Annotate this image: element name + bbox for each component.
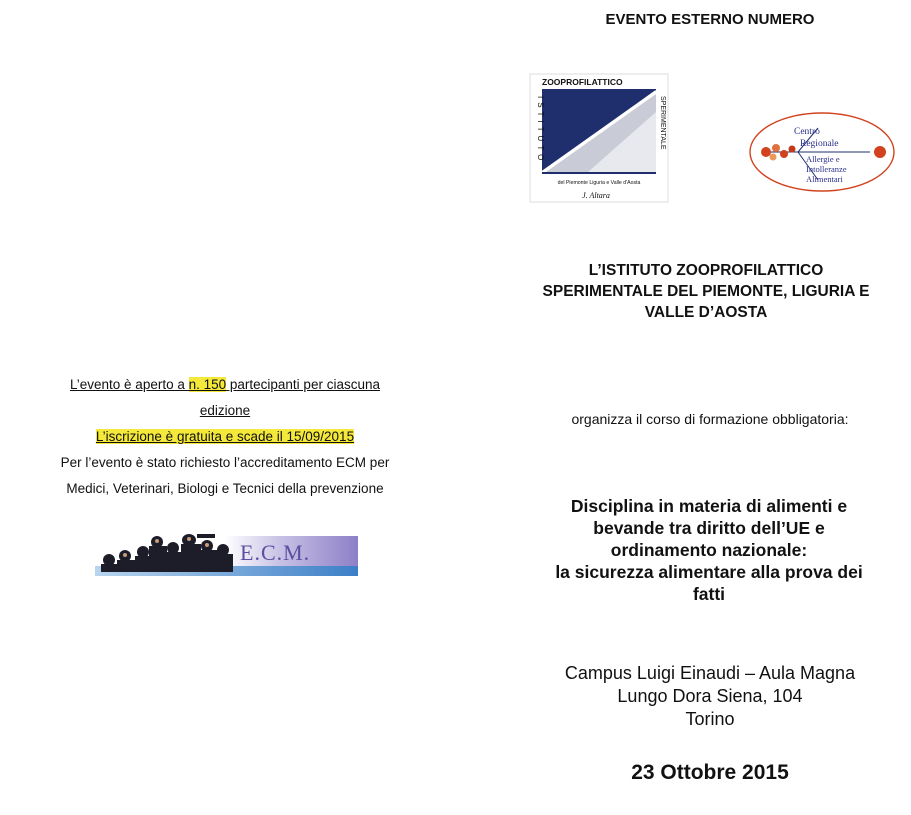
course-title xyxy=(510,495,908,605)
edition-line: edizione xyxy=(199,403,251,418)
izs-logo-signature: J. Altara xyxy=(582,191,610,200)
institute-name-line: L’ISTITUTO ZOOPROFILATTICO xyxy=(588,262,824,279)
event-number-header: EVENTO ESTERNO NUMERO xyxy=(605,11,815,28)
institute-name-line: SPERIMENTALE DEL PIEMONTE, LIGURIA E xyxy=(542,283,870,300)
course-title-line: Disciplina in materia di alimenti e xyxy=(570,496,848,516)
crai-logo-line-5: Alimentari xyxy=(806,174,843,184)
crai-logo-line-3: Allergie e xyxy=(806,154,840,164)
organizes-text: organizza il corso di formazione obbligatoria: xyxy=(571,411,849,427)
venue-address: Lungo Dora Siena, 104 xyxy=(617,686,803,706)
venue xyxy=(520,662,900,731)
course-title-line: bevande tra diritto dell’UE e xyxy=(593,518,825,538)
participation-info xyxy=(20,372,430,502)
capacity-number: n. 150 xyxy=(188,377,227,392)
institute-name-line: VALLE D’AOSTA xyxy=(644,304,768,321)
ecm-label: E.C.M. xyxy=(240,540,311,565)
course-title-line: fatti xyxy=(692,584,726,604)
ecm-banner xyxy=(95,530,360,582)
crai-logo-line-1: Centro xyxy=(794,127,820,137)
crai-logo xyxy=(748,110,896,194)
institute-name xyxy=(500,260,911,323)
event-date: 23 Ottobre 2015 xyxy=(631,761,789,784)
izs-logo-top-text: ZOOPROFILATTICO xyxy=(542,77,623,87)
izs-logo-right-text: SPERIMENTALE xyxy=(659,96,666,150)
capacity-text-pre: L’evento è aperto a xyxy=(70,377,189,392)
capacity-line xyxy=(20,372,430,398)
ecm-request-line-2: Medici, Veterinari, Biologi e Tecnici della prevenzione xyxy=(66,481,384,496)
registration-line: L’iscrizione è gratuita e scade il 15/09/2015 xyxy=(95,429,355,444)
izs-logo-left-text: ISTITUTO xyxy=(536,96,545,165)
course-title-line: ordinamento nazionale: xyxy=(610,540,808,560)
ecm-request-line-1: Per l’evento è stato richiesto l’accreditamento ECM per xyxy=(60,455,390,470)
crai-logo-line-4: Intolleranze xyxy=(806,164,847,174)
venue-name: Campus Luigi Einaudi – Aula Magna xyxy=(564,663,856,683)
izs-logo xyxy=(528,72,670,204)
crai-logo-line-2: Regionale xyxy=(800,139,839,149)
capacity-text-post: partecipanti per ciascuna xyxy=(226,377,380,392)
izs-logo-bottom-text: del Piemonte Liguria e Valle d'Aosta xyxy=(557,180,641,186)
course-title-line: la sicurezza alimentare alla prova dei xyxy=(555,562,863,582)
venue-city: Torino xyxy=(685,709,735,729)
